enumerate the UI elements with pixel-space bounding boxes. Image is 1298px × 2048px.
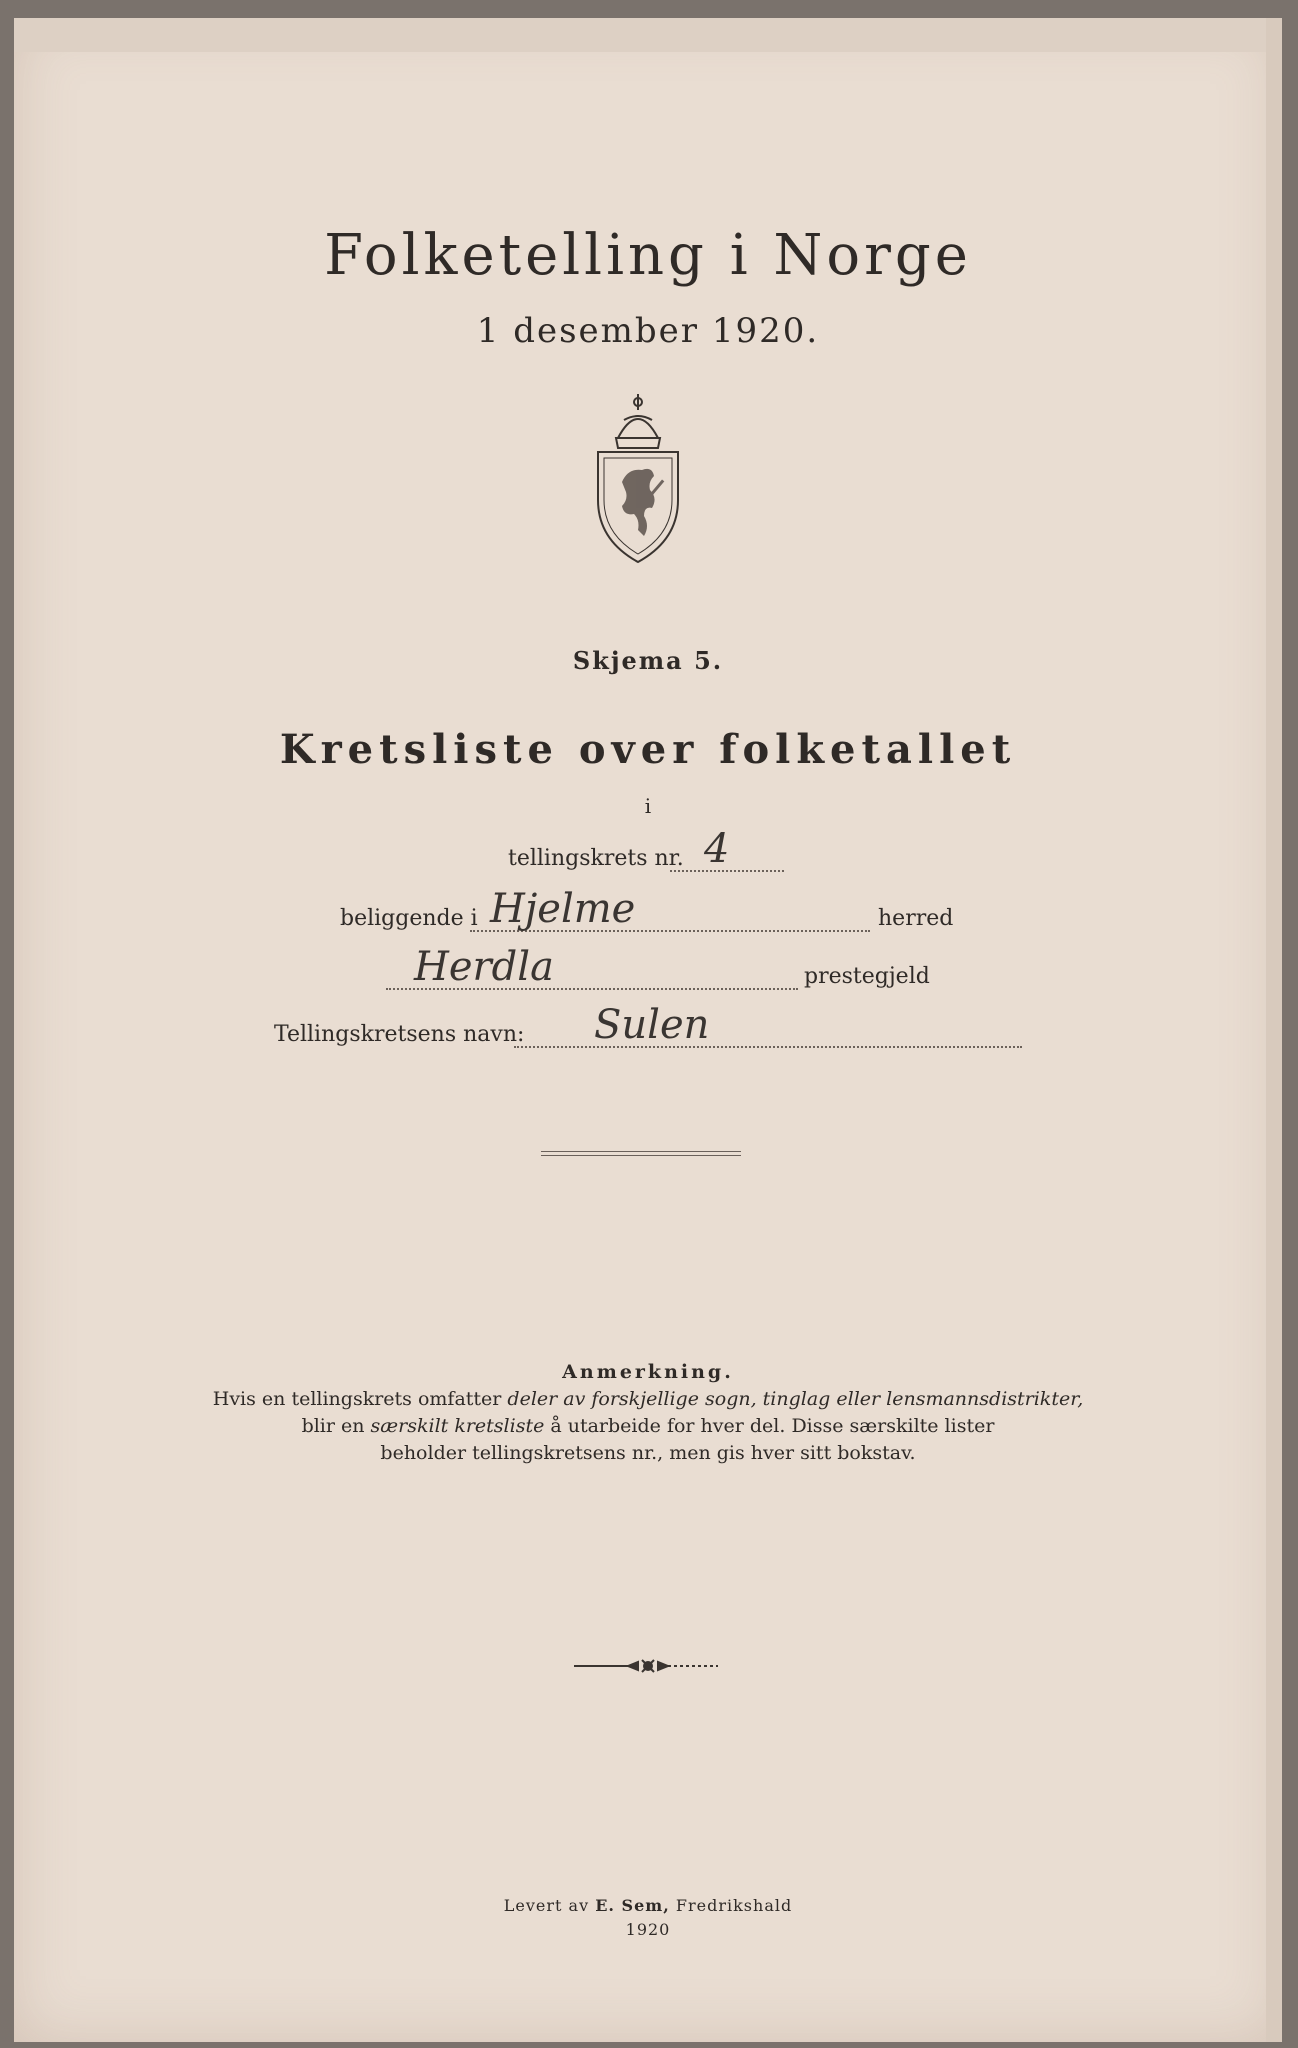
printer-credit [14, 1896, 1282, 1915]
printer-name: E. Sem, [595, 1896, 670, 1915]
navn-value: Sulen [594, 1002, 710, 1048]
krets-value: 4 [704, 826, 730, 872]
preposition-i: i [644, 794, 652, 818]
navn-line [514, 1046, 1022, 1048]
beliggende-value: Hjelme [490, 886, 636, 932]
printer-place: Fredrikshald [669, 1896, 793, 1915]
note-line-2-italic: særskilt kretsliste [370, 1415, 545, 1437]
note-line-1-text: Hvis en tellingskrets omfatter [212, 1388, 508, 1410]
coat-of-arms-icon [588, 390, 688, 570]
navn-label: Tellingskretsens navn: [274, 1022, 525, 1047]
beliggende-label: beliggende i [340, 906, 478, 931]
printer-prefix: Levert av [503, 1896, 596, 1915]
note-line-2 [14, 1413, 1282, 1440]
note-line-2-text-a: blir en [301, 1415, 371, 1437]
note-line-3: beholder tellingskretsens nr., men gis hver sitt bokstav. [380, 1442, 916, 1464]
note-line-1 [14, 1386, 1282, 1413]
printer-year: 1920 [625, 1920, 671, 1939]
census-form-page [14, 18, 1282, 2042]
ornament-divider-icon [568, 1656, 728, 1676]
prestegjeld-value: Herdla [414, 944, 554, 990]
herred-label: herred [878, 906, 954, 931]
document-title: Folketelling i Norge [324, 223, 972, 288]
krets-label: tellingskrets nr. [508, 846, 684, 871]
prestegjeld-label: prestegjeld [804, 964, 930, 989]
page-top-fold [14, 18, 1282, 52]
schema-number: Skjema 5. [572, 646, 724, 675]
note-title: Anmerkning. [562, 1361, 734, 1383]
note-line-2-text-c: å utarbeide for hver del. Disse særskilte lister [544, 1415, 995, 1437]
note-line-1-italic: deler av forskjellige sogn, tinglag eller lensmannsdistrikter, [507, 1388, 1084, 1410]
document-date: 1 desember 1920. [476, 311, 820, 351]
section-divider [541, 1151, 741, 1156]
form-heading: Kretsliste over folketallet [279, 726, 1017, 773]
